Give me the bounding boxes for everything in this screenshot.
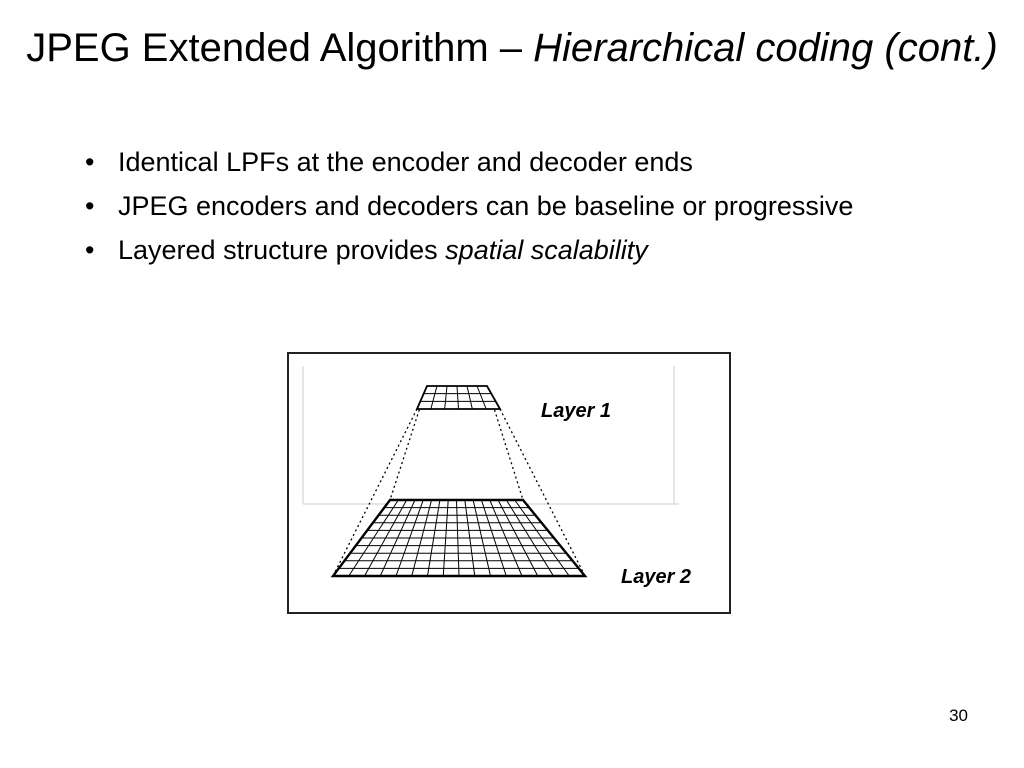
layer1-grid (417, 386, 500, 409)
bullet-dot: • (85, 191, 95, 221)
bullet-item (80, 187, 900, 225)
faint-background-marks (303, 366, 679, 504)
slide-title (0, 22, 1024, 74)
layer1-label: Layer 1 (541, 400, 612, 422)
bullet-text: Layered structure provides (118, 235, 446, 265)
layer2-label: Layer 2 (621, 566, 692, 588)
bullet-text: Identical LPFs at the encoder and decoder ends (118, 147, 693, 177)
bullet-dot: • (85, 147, 95, 177)
bullet-list (80, 143, 900, 275)
bullet-text-italic: spatial scalability (445, 235, 648, 265)
hierarchical-layers-figure (287, 352, 731, 614)
slide-title-plain: JPEG Extended Algorithm – (26, 26, 534, 70)
layer2-grid (333, 500, 585, 576)
bullet-item (80, 231, 900, 269)
bullet-dot: • (85, 235, 95, 265)
slide-title-italic: Hierarchical coding (cont.) (533, 26, 998, 70)
bullet-text: JPEG encoders and decoders can be baseline or progressive (118, 191, 854, 221)
bullet-item (80, 143, 900, 181)
page-number: 30 (949, 706, 968, 725)
